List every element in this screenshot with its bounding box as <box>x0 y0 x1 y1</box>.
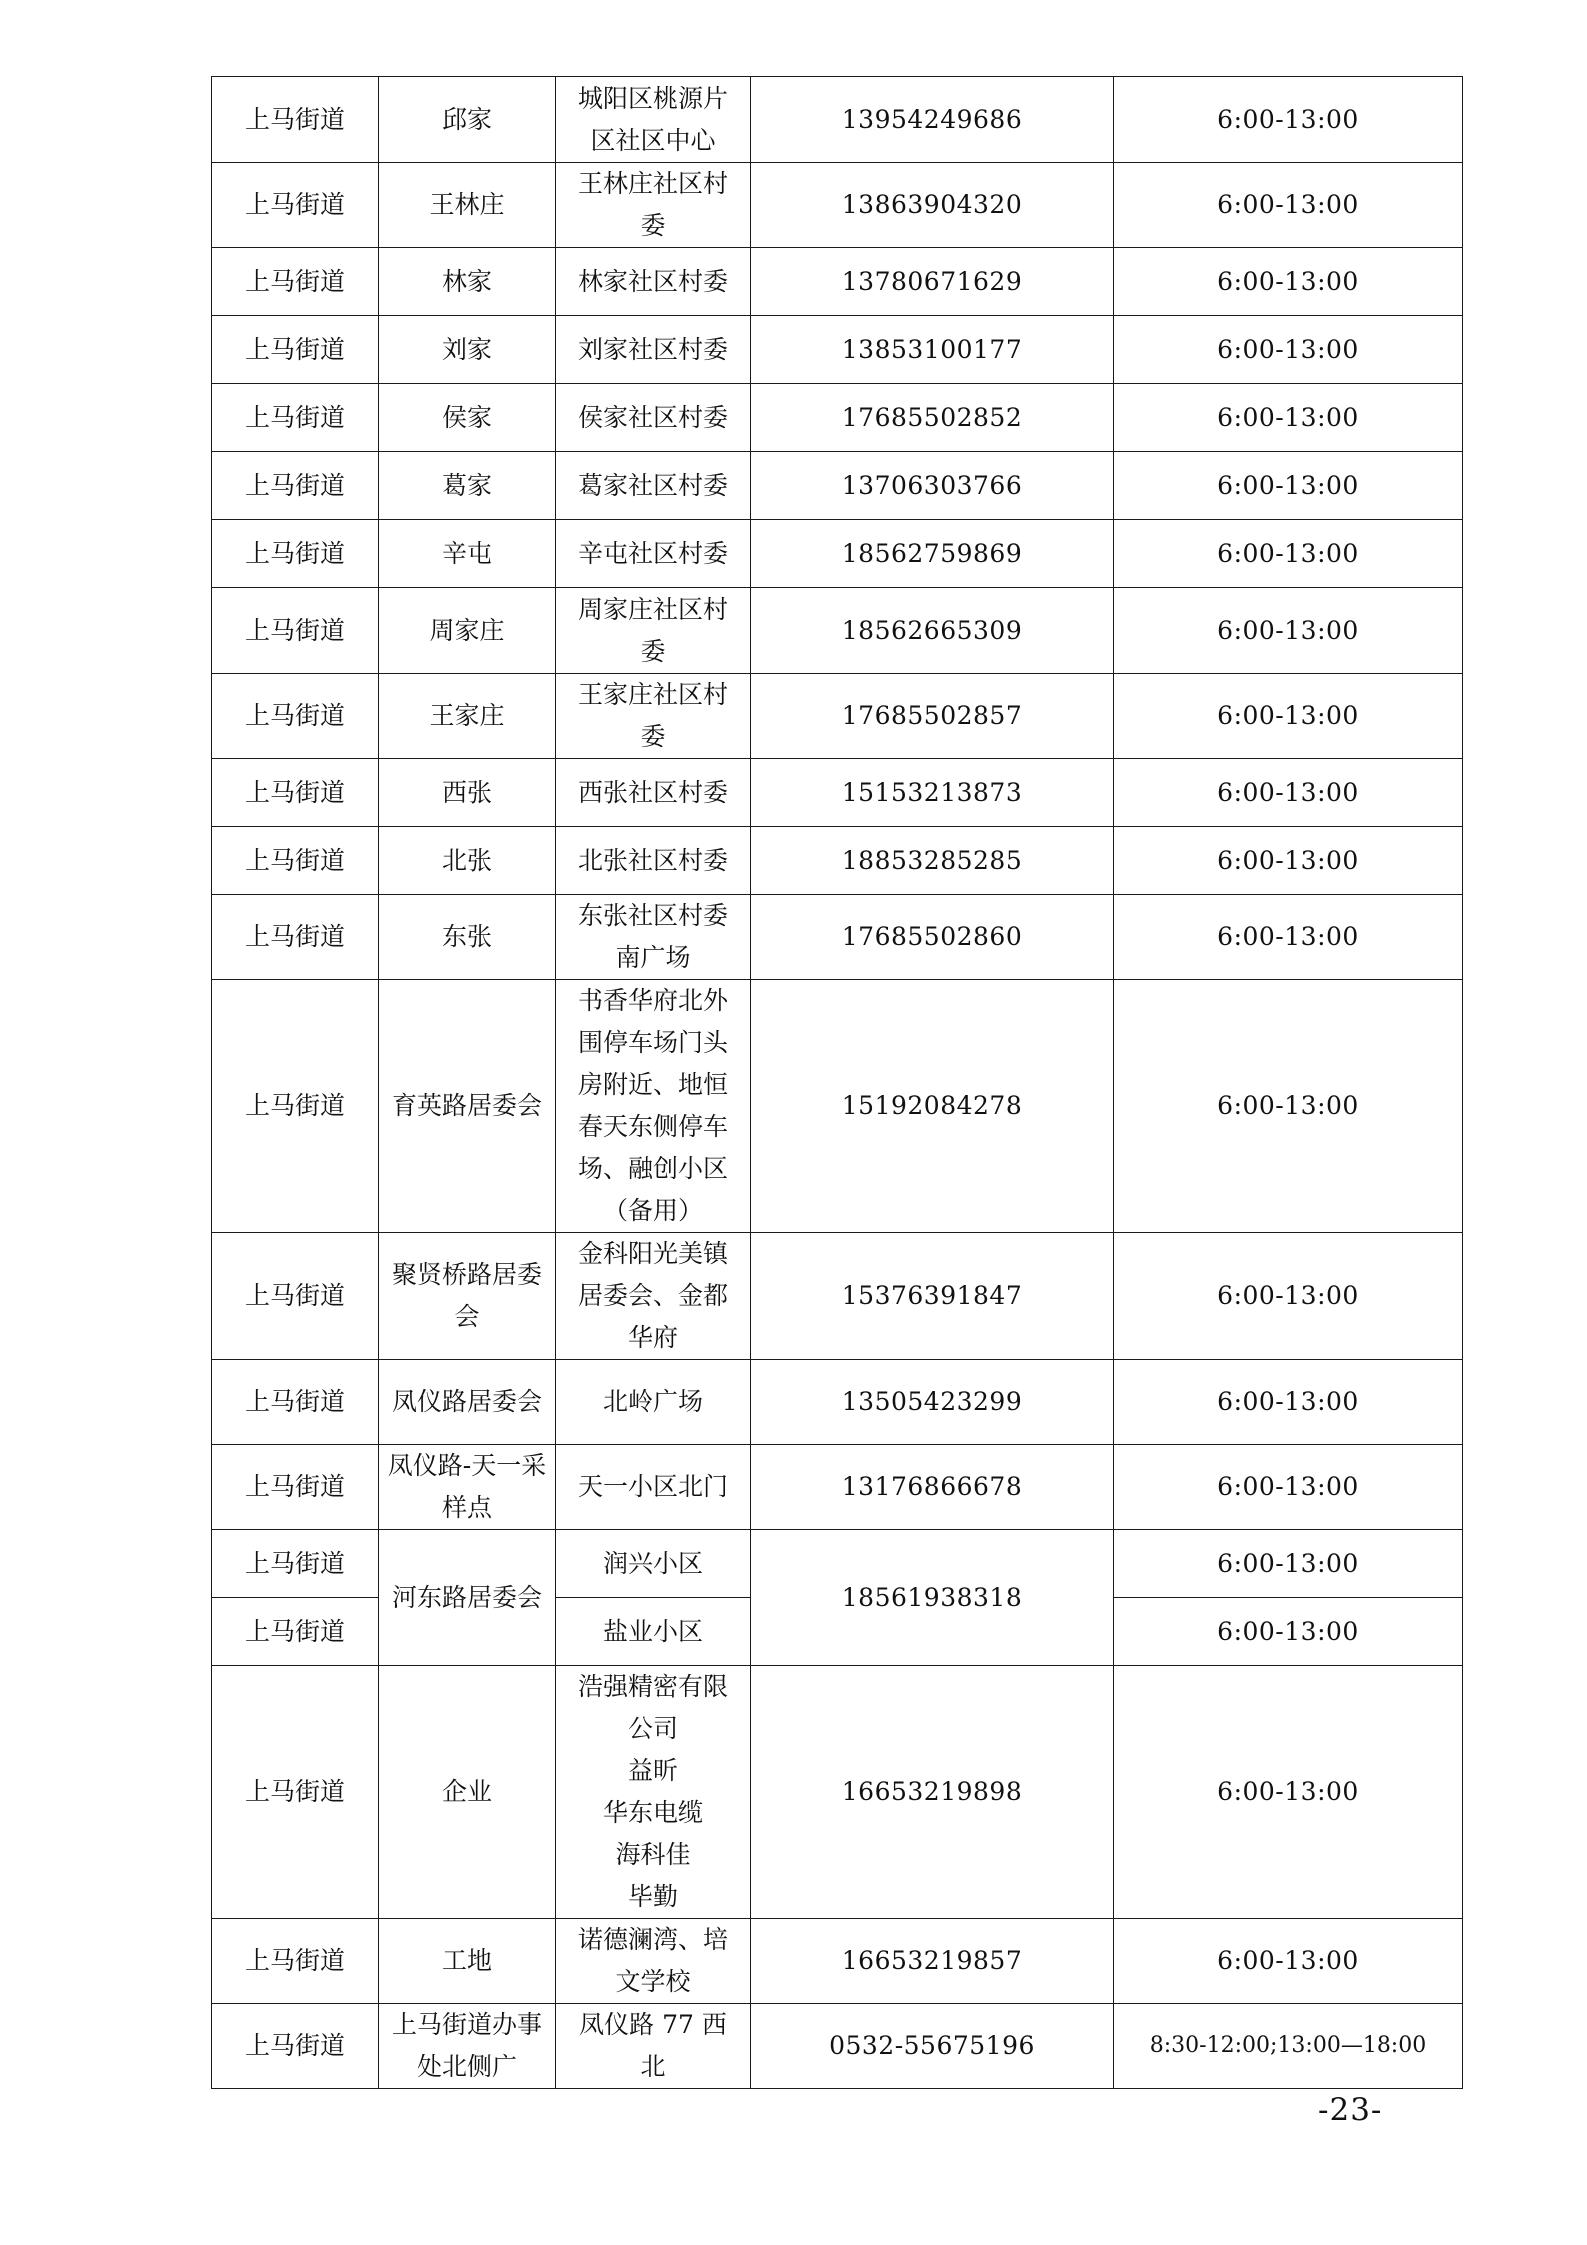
table-row <box>212 759 1463 827</box>
location-cell: 王林庄社区村 委 <box>556 163 751 248</box>
phone-cell: 17685502857 <box>751 674 1114 759</box>
community-cell: 林家 <box>379 248 556 316</box>
hours-cell: 6:00-13:00 <box>1114 1530 1463 1598</box>
street-cell: 上马街道 <box>212 1919 379 2004</box>
table-row <box>212 77 1463 163</box>
location-cell: 辛屯社区村委 <box>556 520 751 588</box>
hours-cell: 6:00-13:00 <box>1114 1360 1463 1445</box>
community-cell: 聚贤桥路居委会 <box>379 1233 556 1360</box>
hours-cell: 6:00-13:00 <box>1114 588 1463 674</box>
street-cell: 上马街道 <box>212 674 379 759</box>
street-cell: 上马街道 <box>212 1666 379 1919</box>
phone-cell: 15153213873 <box>751 759 1114 827</box>
street-cell: 上马街道 <box>212 759 379 827</box>
table-row <box>212 248 1463 316</box>
phone-cell: 16653219898 <box>751 1666 1114 1919</box>
table-row <box>212 1919 1463 2004</box>
street-cell: 上马街道 <box>212 316 379 384</box>
location-cell: 葛家社区村委 <box>556 452 751 520</box>
table-row <box>212 1360 1463 1445</box>
phone-cell: 0532-55675196 <box>751 2004 1114 2089</box>
community-cell: 河东路居委会 <box>379 1530 556 1666</box>
street-cell: 上马街道 <box>212 384 379 452</box>
community-cell: 王林庄 <box>379 163 556 248</box>
location-cell: 林家社区村委 <box>556 248 751 316</box>
sampling-sites-table <box>211 76 1463 2089</box>
community-cell: 东张 <box>379 895 556 980</box>
phone-cell: 13706303766 <box>751 452 1114 520</box>
table-row <box>212 163 1463 248</box>
hours-cell: 6:00-13:00 <box>1114 1233 1463 1360</box>
hours-cell: 6:00-13:00 <box>1114 759 1463 827</box>
street-cell: 上马街道 <box>212 827 379 895</box>
street-cell: 上马街道 <box>212 980 379 1233</box>
phone-cell: 18562665309 <box>751 588 1114 674</box>
hours-cell: 6:00-13:00 <box>1114 827 1463 895</box>
table-row <box>212 384 1463 452</box>
table-row <box>212 895 1463 980</box>
community-cell: 工地 <box>379 1919 556 2004</box>
location-cell: 周家庄社区村 委 <box>556 588 751 674</box>
location-cell: 北张社区村委 <box>556 827 751 895</box>
location-cell: 润兴小区 <box>556 1530 751 1598</box>
location-cell: 浩强精密有限 公司 益昕 华东电缆 海科佳 毕勤 <box>556 1666 751 1919</box>
street-cell: 上马街道 <box>212 1360 379 1445</box>
community-cell: 西张 <box>379 759 556 827</box>
phone-cell: 18561938318 <box>751 1530 1114 1666</box>
community-cell: 育英路居委会 <box>379 980 556 1233</box>
community-cell: 王家庄 <box>379 674 556 759</box>
location-cell: 西张社区村委 <box>556 759 751 827</box>
phone-cell: 13853100177 <box>751 316 1114 384</box>
community-cell: 凤仪路-天一采样点 <box>379 1445 556 1530</box>
street-cell: 上马街道 <box>212 1598 379 1666</box>
hours-cell: 6:00-13:00 <box>1114 1598 1463 1666</box>
hours-cell: 8:30-12:00;13:00—18:00 <box>1114 2004 1463 2089</box>
location-cell: 凤仪路 77 西 北 <box>556 2004 751 2089</box>
hours-cell: 6:00-13:00 <box>1114 384 1463 452</box>
phone-cell: 18853285285 <box>751 827 1114 895</box>
hours-cell: 6:00-13:00 <box>1114 248 1463 316</box>
community-cell: 凤仪路居委会 <box>379 1360 556 1445</box>
hours-cell: 6:00-13:00 <box>1114 77 1463 163</box>
street-cell: 上马街道 <box>212 1530 379 1598</box>
hours-cell: 6:00-13:00 <box>1114 674 1463 759</box>
phone-cell: 18562759869 <box>751 520 1114 588</box>
phone-cell: 15376391847 <box>751 1233 1114 1360</box>
phone-cell: 13954249686 <box>751 77 1114 163</box>
location-cell: 东张社区村委 南广场 <box>556 895 751 980</box>
street-cell: 上马街道 <box>212 77 379 163</box>
community-cell: 上马街道办事处北侧广 <box>379 2004 556 2089</box>
table-row <box>212 316 1463 384</box>
community-cell: 辛屯 <box>379 520 556 588</box>
phone-cell: 13176866678 <box>751 1445 1114 1530</box>
community-cell: 北张 <box>379 827 556 895</box>
street-cell: 上马街道 <box>212 1445 379 1530</box>
phone-cell: 17685502852 <box>751 384 1114 452</box>
table-row <box>212 1233 1463 1360</box>
table-row <box>212 1445 1463 1530</box>
phone-cell: 17685502860 <box>751 895 1114 980</box>
table-row <box>212 827 1463 895</box>
hours-cell: 6:00-13:00 <box>1114 1666 1463 1919</box>
location-cell: 刘家社区村委 <box>556 316 751 384</box>
street-cell: 上马街道 <box>212 520 379 588</box>
table-row <box>212 588 1463 674</box>
street-cell: 上马街道 <box>212 2004 379 2089</box>
table-row <box>212 980 1463 1233</box>
location-cell: 侯家社区村委 <box>556 384 751 452</box>
table-row <box>212 2004 1463 2089</box>
hours-cell: 6:00-13:00 <box>1114 1919 1463 2004</box>
table-row <box>212 1666 1463 1919</box>
page-number: -23- <box>1318 2092 1383 2128</box>
community-cell: 企业 <box>379 1666 556 1919</box>
street-cell: 上马街道 <box>212 588 379 674</box>
phone-cell: 15192084278 <box>751 980 1114 1233</box>
phone-cell: 16653219857 <box>751 1919 1114 2004</box>
community-cell: 刘家 <box>379 316 556 384</box>
location-cell: 王家庄社区村 委 <box>556 674 751 759</box>
hours-cell: 6:00-13:00 <box>1114 980 1463 1233</box>
phone-cell: 13863904320 <box>751 163 1114 248</box>
location-cell: 天一小区北门 <box>556 1445 751 1530</box>
table-row <box>212 520 1463 588</box>
hours-cell: 6:00-13:00 <box>1114 316 1463 384</box>
community-cell: 邱家 <box>379 77 556 163</box>
hours-cell: 6:00-13:00 <box>1114 163 1463 248</box>
street-cell: 上马街道 <box>212 248 379 316</box>
table-row <box>212 674 1463 759</box>
location-cell: 诺德澜湾、培 文学校 <box>556 1919 751 2004</box>
location-cell: 书香华府北外 围停车场门头 房附近、地恒 春天东侧停车 场、融创小区 （备用） <box>556 980 751 1233</box>
hours-cell: 6:00-13:00 <box>1114 520 1463 588</box>
hours-cell: 6:00-13:00 <box>1114 452 1463 520</box>
street-cell: 上马街道 <box>212 895 379 980</box>
community-cell: 侯家 <box>379 384 556 452</box>
phone-cell: 13780671629 <box>751 248 1114 316</box>
hours-cell: 6:00-13:00 <box>1114 1445 1463 1530</box>
street-cell: 上马街道 <box>212 452 379 520</box>
table-row <box>212 452 1463 520</box>
location-cell: 盐业小区 <box>556 1598 751 1666</box>
street-cell: 上马街道 <box>212 163 379 248</box>
phone-cell: 13505423299 <box>751 1360 1114 1445</box>
location-cell: 金科阳光美镇 居委会、金都 华府 <box>556 1233 751 1360</box>
table-row <box>212 1530 1463 1598</box>
community-cell: 周家庄 <box>379 588 556 674</box>
location-cell: 北岭广场 <box>556 1360 751 1445</box>
location-cell: 城阳区桃源片 区社区中心 <box>556 77 751 163</box>
community-cell: 葛家 <box>379 452 556 520</box>
hours-cell: 6:00-13:00 <box>1114 895 1463 980</box>
street-cell: 上马街道 <box>212 1233 379 1360</box>
